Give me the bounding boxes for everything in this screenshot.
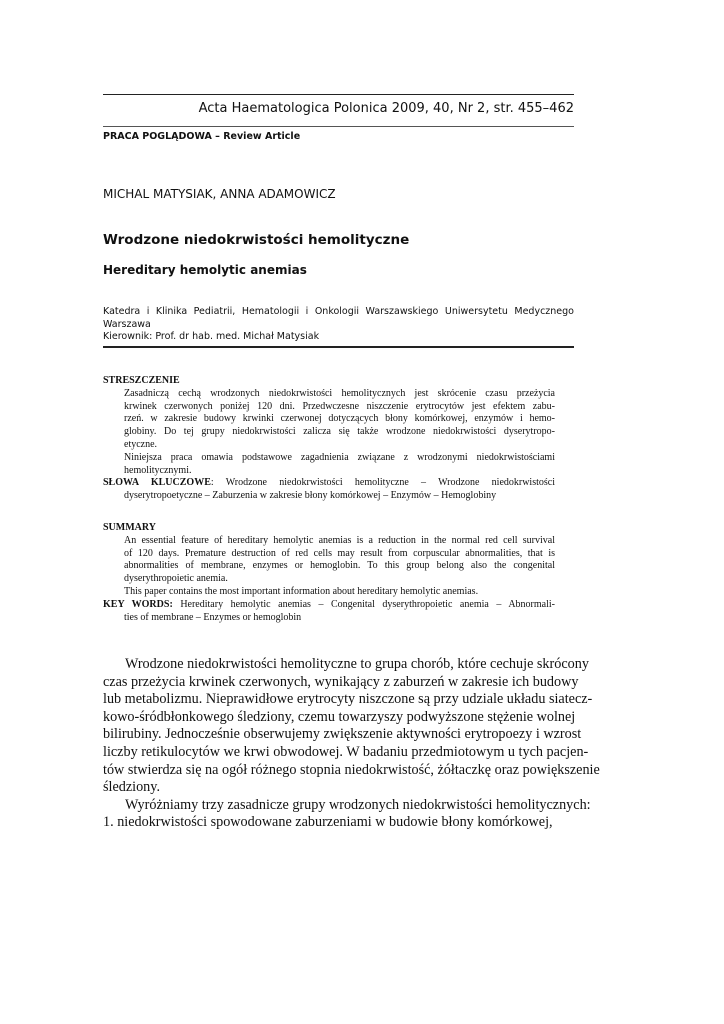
summary-line: This paper contains the most important information about hereditary hemolytic anemias. (124, 585, 479, 597)
summary-line: An essential feature of hereditary hemolytic anemias is a reduction in the normal red cell survival (124, 534, 555, 546)
body-line: tów stwierdza się na ogół różnego stopnia niedokrwistość, żółtaczkę oraz powiększenie (103, 761, 600, 778)
summary-line: of 120 days. Premature destruction of red cells may result from corpuscular abnormalities, that is (124, 547, 555, 559)
streszczenie-section (103, 375, 555, 503)
abstract-line: hemolitycznymi. (124, 464, 192, 476)
keywords-pl-label: SŁOWA KLUCZOWE (103, 477, 211, 489)
affiliation-head: Kierownik: Prof. dr hab. med. Michał Matysiak (103, 331, 320, 342)
summary-line: dyserythropoietic anemia. (124, 573, 228, 585)
affiliation-line: Katedra i Klinika Pediatrii, Hematologii i Onkologii Warszawskiego Uniwersytetu Medycznego (103, 306, 574, 317)
title-polish: Wrodzone niedokrwistości hemolityczne (103, 232, 410, 248)
abstract-line: Niniejsza praca omawia podstawowe zagadnienia związane z wrodzonymi niedokrwistościami (124, 451, 555, 463)
affiliation-rule (103, 346, 574, 348)
body-line: lub metabolizmu. Nieprawidłowe erytrocyty niszczone są przy udziale układu siatecz- (103, 691, 593, 708)
keywords-pl-line2: dyserytropoetyczne – Zaburzenia w zakresie błony komórkowej – Enzymów – Hemoglobiny (124, 490, 497, 502)
body-line: 1. niedokrwistości spowodowane zaburzeniami w budowie błony komórkowej, (103, 814, 553, 831)
keywords-en-line2: ties of membrane – Enzymes or hemoglobin (124, 611, 302, 623)
affiliation-line: Warszawa (103, 318, 151, 330)
streszczenie-heading: STRESZCZENIE (103, 375, 180, 386)
abstract-line: krwinek czerwonych poniżej 120 dni. Przedwczesne niszczenie erytrocytów jest efektem zabu- (124, 400, 555, 412)
abstract-line: Zasadniczą cechą wrodzonych niedokrwistości hemolitycznych jest skrócenie czasu przeżycia (124, 387, 555, 399)
abstract-line: etyczne. (124, 438, 158, 450)
body-line: śledziony. (103, 779, 160, 796)
keywords-en (103, 599, 555, 612)
body-line: kowo-śródbłonkowego śledziony, czemu towarzyszy podwyższone stężenie wolnej (103, 708, 576, 725)
body-line: Wyróżniamy trzy zasadnicze grupy wrodzonych niedokrwistości hemolitycznych: (125, 796, 591, 813)
article-type: PRACA POGLĄDOWA – Review Article (103, 131, 301, 142)
keywords-pl (103, 477, 555, 490)
body-line: liczby retikulocytów we krwi obwodowej. W badaniu przedmiotowym u tych pacjen- (103, 743, 589, 760)
header-rule (103, 126, 574, 127)
body-line: Wrodzone niedokrwistości hemolityczne to grupa chorób, które cechuje skrócony (125, 656, 589, 672)
summary-line: abnormalities of membrane, enzymes or hemoglobin. To this group belong also the congenital (124, 560, 555, 572)
body-line: bilirubiny. Jednocześnie obserwujemy zwiększenie aktywności erytropoezy i wzrost (103, 726, 582, 743)
authors: MICHAL MATYSIAK, ANNA ADAMOWICZ (103, 187, 336, 201)
top-rule (103, 94, 574, 95)
summary-heading: SUMMARY (103, 522, 156, 533)
keywords-en-text: Hereditary hemolytic anemias – Congenital dyserythropoietic anemia – Abnormali- (172, 598, 555, 610)
affiliation (103, 306, 574, 344)
summary-section (103, 522, 555, 624)
title-english: Hereditary hemolytic anemias (103, 263, 307, 277)
keywords-pl-text: : Wrodzone niedokrwistości hemolityczne – Wrodzone niedokrwistości (210, 477, 555, 489)
body-line: czas przeżycia krwinek czerwonych, wynikający z zaburzeń w zakresie ich budowy (103, 673, 579, 690)
keywords-en-label: KEY WORDS: (103, 598, 173, 610)
abstract-line: rzeń. w zakresie budowy krwinki czerwonej dotyczących błony komórkowej, enzymów i hemo- (124, 413, 555, 425)
abstract-line: globiny. Do tej grupy niedokrwistości zalicza się także wrodzone niedokrwistości dyserytropo- (124, 426, 555, 438)
journal-citation: Acta Haematologica Polonica 2009, 40, Nr 2, str. 455–462 (198, 101, 574, 116)
streszczenie-body (103, 388, 555, 478)
body-text (103, 656, 600, 832)
summary-body (103, 535, 555, 599)
